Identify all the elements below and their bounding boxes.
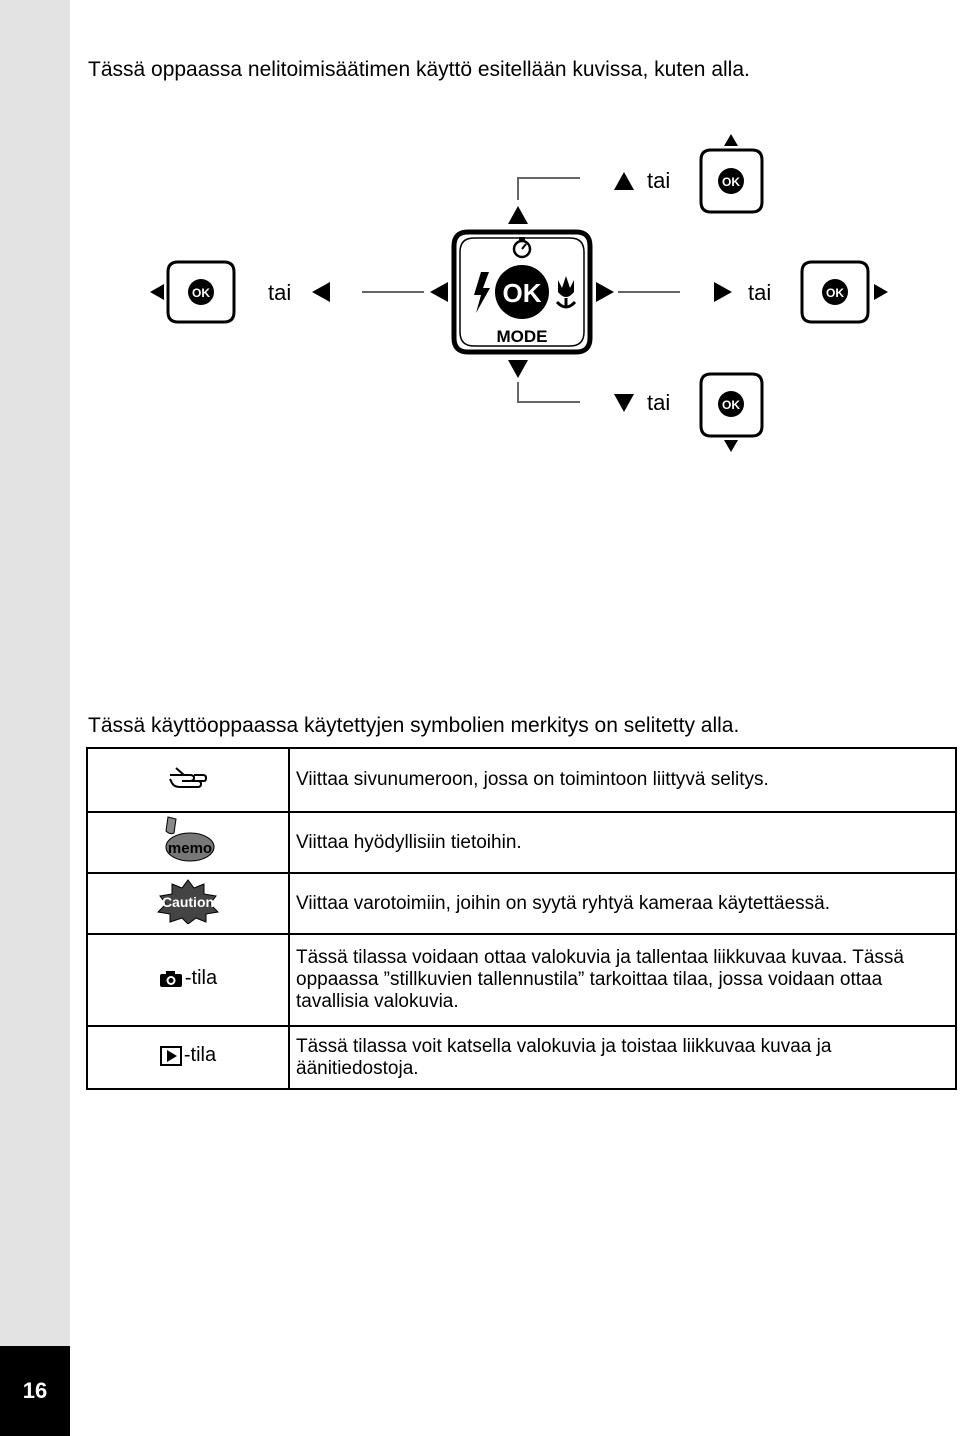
up-connector-line: [518, 178, 580, 200]
table-row: [87, 1026, 956, 1089]
svg-text:OK: OK: [192, 286, 210, 300]
up-arrow-icon: [724, 134, 738, 146]
legend-intro: Tässä käyttöoppaassa käytettyjen symbolien merkitys on selitetty alla.: [88, 714, 740, 737]
down-arrow-icon: [508, 360, 528, 378]
table-row: [87, 812, 956, 873]
svg-text:memo: memo: [167, 840, 213, 857]
memo-icon: [160, 815, 216, 865]
svg-text:Caution: Caution: [161, 894, 215, 910]
symbol-cell: [87, 873, 289, 934]
or-label: tai: [748, 280, 772, 305]
down-arrow-icon: [614, 394, 634, 412]
symbol-description: Tässä tilassa voidaan ottaa valokuvia ja tallentaa liikkuvaa kuvaa. Tässä oppaassa ”stillkuvien tallennustila” tarkoittaa tilaa, jossa voidaan ottaa tavallisia valokuvia.: [289, 934, 956, 1026]
up-arrow-icon: [614, 172, 634, 190]
caution-icon: [156, 878, 220, 924]
down-arrow-icon: [724, 440, 738, 452]
symbol-cell: [87, 748, 289, 812]
left-arrow-icon: [430, 282, 448, 302]
up-arrow-icon: [508, 206, 528, 224]
symbol-description: Viittaa hyödyllisiin tietoihin.: [289, 812, 956, 873]
table-row: [87, 873, 956, 934]
ok-button-left: [168, 262, 234, 322]
ok-button-right: [802, 262, 868, 322]
symbol-cell: [87, 1026, 289, 1089]
mode-label: MODE: [496, 327, 548, 346]
right-arrow-icon: [714, 282, 732, 302]
svg-text:OK: OK: [722, 175, 740, 189]
symbol-legend-table: [86, 747, 957, 1090]
svg-text:OK: OK: [826, 286, 844, 300]
symbol-description: Tässä tilassa voit katsella valokuvia ja toistaa liikkuvaa kuvaa ja äänitiedostoja.: [289, 1026, 956, 1089]
or-label: tai: [647, 168, 671, 193]
svg-text:OK: OK: [502, 278, 542, 308]
symbol-description: Viittaa sivunumeroon, jossa on toimintoon liittyvä selitys.: [289, 748, 956, 812]
left-arrow-icon: [150, 284, 164, 300]
ok-button-down: [701, 374, 762, 436]
right-arrow-icon: [596, 282, 614, 302]
left-arrow-icon: [312, 282, 330, 302]
table-row: [87, 934, 956, 1026]
symbol-description: Viittaa varotoimiin, joihin on syytä ryhtyä kameraa käytettäessä.: [289, 873, 956, 934]
intro-text: Tässä oppaassa nelitoimisäätimen käyttö esitellään kuvissa, kuten alla.: [88, 58, 750, 81]
playback-icon: [160, 1046, 182, 1066]
symbol-cell: [87, 812, 289, 873]
capture-mode-label: -tila: [184, 967, 218, 990]
four-way-controller-diagram: [0, 120, 960, 460]
right-arrow-icon: [874, 284, 888, 300]
or-label: tai: [268, 280, 292, 305]
camera-icon: [159, 970, 183, 988]
ok-button-up: [701, 150, 762, 212]
svg-text:OK: OK: [722, 398, 740, 412]
down-connector-line: [518, 382, 580, 402]
page-number: 16: [0, 1346, 70, 1436]
or-label: tai: [647, 390, 671, 415]
pointing-hand-icon: [168, 766, 208, 790]
table-row: [87, 748, 956, 812]
symbol-cell: [87, 934, 289, 1026]
playback-mode-label: -tila: [183, 1044, 217, 1067]
controller: [454, 232, 590, 352]
